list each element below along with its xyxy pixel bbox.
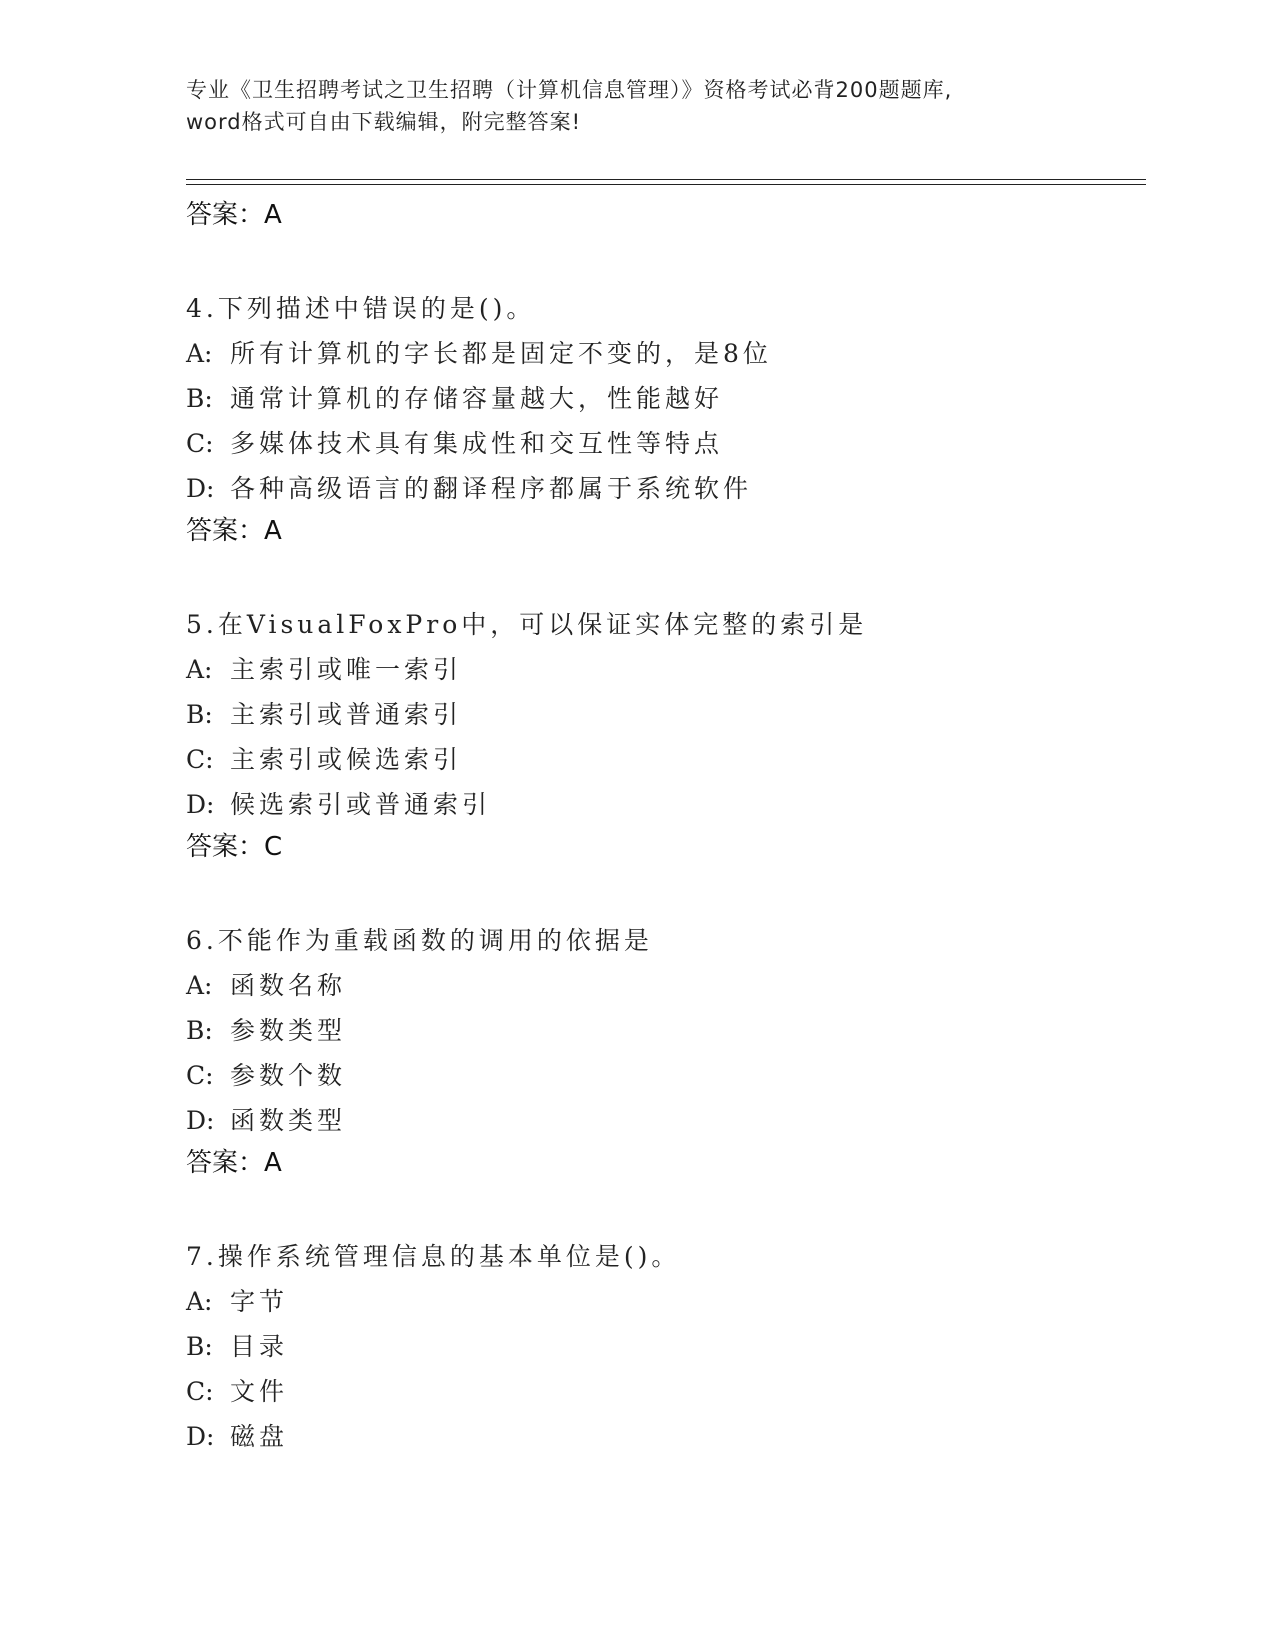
option-text: 主索引或普通索引	[230, 700, 463, 729]
answer-line: 答案：C	[186, 832, 283, 862]
option-key: B:	[186, 1016, 213, 1045]
option-d	[186, 1098, 1146, 1143]
option-c	[186, 421, 1146, 466]
option-b	[186, 692, 1146, 737]
option-text: 通常计算机的存储容量越大，性能越好	[230, 384, 724, 413]
option-b	[186, 1008, 1146, 1053]
header-divider-bottom	[186, 184, 1146, 185]
option-key: A:	[186, 339, 213, 368]
question-7	[186, 1234, 1146, 1459]
option-key: B:	[186, 1332, 213, 1361]
option-key: D:	[186, 1422, 215, 1451]
option-a	[186, 331, 1146, 376]
option-a	[186, 1279, 1146, 1324]
option-text: 多媒体技术具有集成性和交互性等特点	[230, 429, 724, 458]
option-c	[186, 1369, 1146, 1414]
option-c	[186, 737, 1146, 782]
spacer	[186, 235, 1146, 286]
option-key: A:	[186, 1287, 213, 1316]
option-key: C:	[186, 1377, 214, 1406]
option-d	[186, 1414, 1146, 1459]
option-key: C:	[186, 1061, 214, 1090]
header-title-line-2: word格式可自由下载编辑，附完整答案!	[186, 110, 582, 134]
option-key: B:	[186, 384, 213, 413]
option-key: C:	[186, 429, 214, 458]
option-c	[186, 1053, 1146, 1098]
option-text: 参数个数	[230, 1061, 347, 1090]
option-text: 各种高级语言的翻译程序都属于系统软件	[230, 474, 753, 503]
spacer	[186, 867, 1146, 918]
option-text: 主索引或候选索引	[230, 745, 463, 774]
option-a	[186, 963, 1146, 1008]
option-key: A:	[186, 971, 213, 1000]
option-text: 目录	[230, 1332, 289, 1361]
option-key: D:	[186, 790, 215, 819]
option-text: 候选索引或普通索引	[230, 790, 492, 819]
question-stem: 7.操作系统管理信息的基本单位是()。	[186, 1242, 681, 1271]
option-text: 函数类型	[230, 1106, 347, 1135]
question-list	[186, 195, 1146, 1459]
option-key: D:	[186, 474, 215, 503]
option-text: 主索引或唯一索引	[230, 655, 463, 684]
spacer	[186, 551, 1146, 602]
option-text: 字节	[230, 1287, 289, 1316]
option-b	[186, 376, 1146, 421]
option-a	[186, 647, 1146, 692]
option-key: B:	[186, 700, 213, 729]
option-d	[186, 782, 1146, 827]
option-b	[186, 1324, 1146, 1369]
question-stem: 6.不能作为重载函数的调用的依据是	[186, 926, 653, 955]
question-stem: 5.在VisualFoxPro中，可以保证实体完整的索引是	[186, 610, 868, 639]
answer-line: 答案：A	[186, 200, 282, 230]
answer-line: 答案：A	[186, 516, 282, 546]
option-text: 函数名称	[230, 971, 347, 1000]
header-divider-top	[186, 179, 1146, 180]
answer-line: 答案：A	[186, 1148, 282, 1178]
option-text: 文件	[230, 1377, 289, 1406]
question-4	[186, 286, 1146, 551]
option-key: A:	[186, 655, 213, 684]
header-title-line-1: 专业《卫生招聘考试之卫生招聘（计算机信息管理）》资格考试必背200题题库,	[186, 78, 953, 102]
option-text: 所有计算机的字长都是固定不变的，是8位	[230, 339, 772, 368]
option-key: D:	[186, 1106, 215, 1135]
question-6	[186, 918, 1146, 1183]
question-stem: 4.下列描述中错误的是()。	[186, 294, 536, 323]
question-5	[186, 602, 1146, 867]
option-key: C:	[186, 745, 214, 774]
spacer	[186, 1183, 1146, 1234]
document-header	[186, 74, 1086, 138]
option-text: 磁盘	[230, 1422, 289, 1451]
option-d	[186, 466, 1146, 511]
option-text: 参数类型	[230, 1016, 347, 1045]
